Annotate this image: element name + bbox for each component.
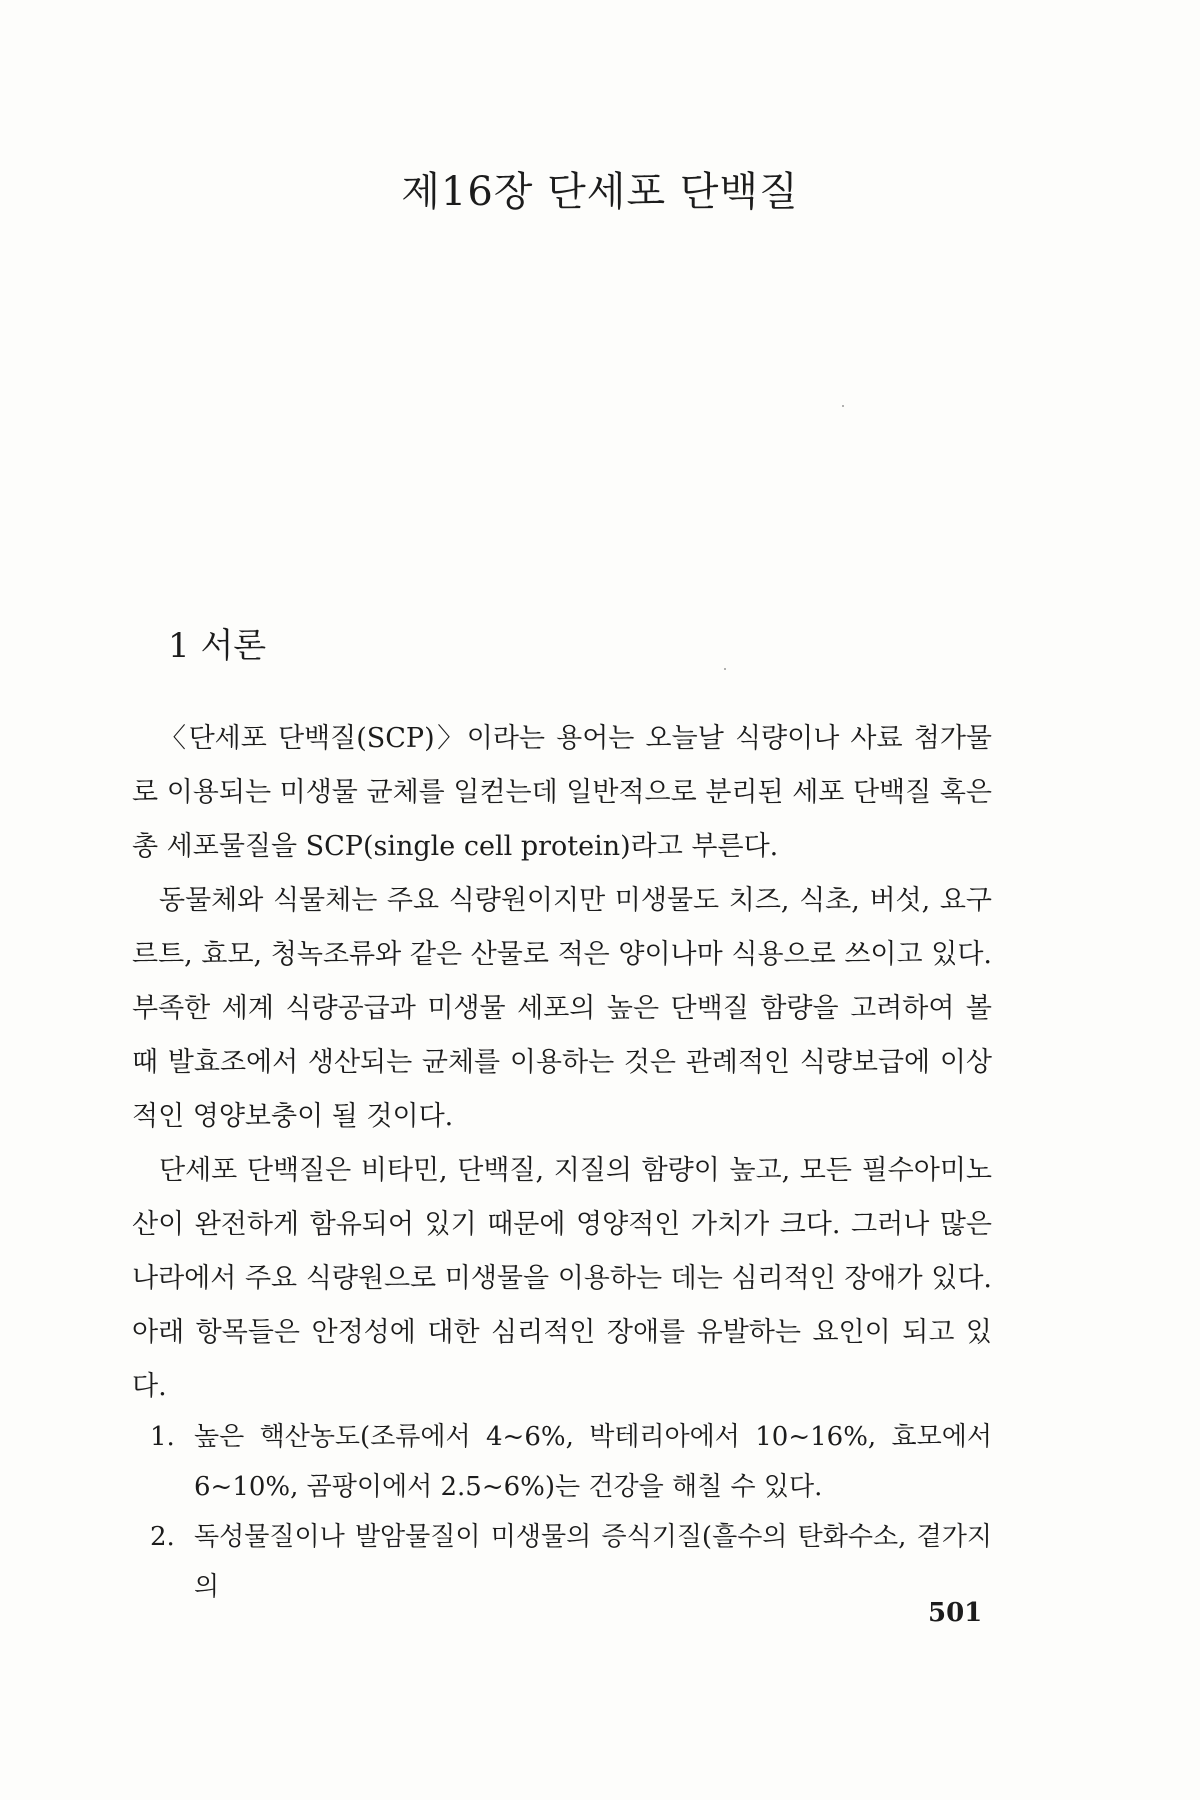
- list-item-number: 1.: [150, 1422, 175, 1452]
- numbered-list: [150, 1412, 992, 1612]
- scan-speck: [724, 668, 726, 670]
- scan-speck: [842, 405, 844, 407]
- chapter-title: 제16장 단세포 단백질: [401, 169, 799, 215]
- list-item-text: 높은 핵산농도(조류에서 4~6%, 박테리아에서 10~16%, 효모에서 6~10%, 곰팡이에서 2.5~6%)는 건강을 해칠 수 있다.: [194, 1422, 992, 1502]
- paragraph: 단세포 단백질은 비타민, 단백질, 지질의 함량이 높고, 모든 필수아미노산이 완전하게 함유되어 있기 때문에 영양적인 가치가 크다. 그러나 많은 나라에서 주요 식량원으로 미생물을 이용하는 데는 심리적인 장애가 있다. 아래 항목들은 안정성에 대한 심리적인 장애를 유발하는 요인이 되고 있다.: [132, 1155, 992, 1402]
- list-item: [150, 1512, 992, 1612]
- paragraph: 〈단세포 단백질(SCP)〉이라는 용어는 오늘날 식량이나 사료 첨가물로 이용되는 미생물 균체를 일컫는데 일반적으로 분리된 세포 단백질 혹은 총 세포물질을 SCP(single cell protein)라고 부른다.: [132, 723, 992, 862]
- page-number: 501: [928, 1598, 983, 1628]
- list-item: [150, 1412, 992, 1512]
- paragraph: 동물체와 식물체는 주요 식량원이지만 미생물도 치즈, 식초, 버섯, 요구르트, 효모, 청녹조류와 같은 산물로 적은 양이나마 식용으로 쓰이고 있다. 부족한 세계 식량공급과 미생물 세포의 높은 단백질 함량을 고려하여 볼 때 발효조에서 생산되는 균체를 이용하는 것은 관례적인 식량보급에 이상적인 영양보충이 될 것이다.: [132, 885, 992, 1132]
- body-text: [132, 712, 992, 1414]
- section-heading: 1 서론: [168, 626, 267, 666]
- list-item-number: 2.: [150, 1522, 175, 1552]
- list-item-text: 독성물질이나 발암물질이 미생물의 증식기질(흘수의 탄화수소, 곁가지의: [194, 1522, 992, 1602]
